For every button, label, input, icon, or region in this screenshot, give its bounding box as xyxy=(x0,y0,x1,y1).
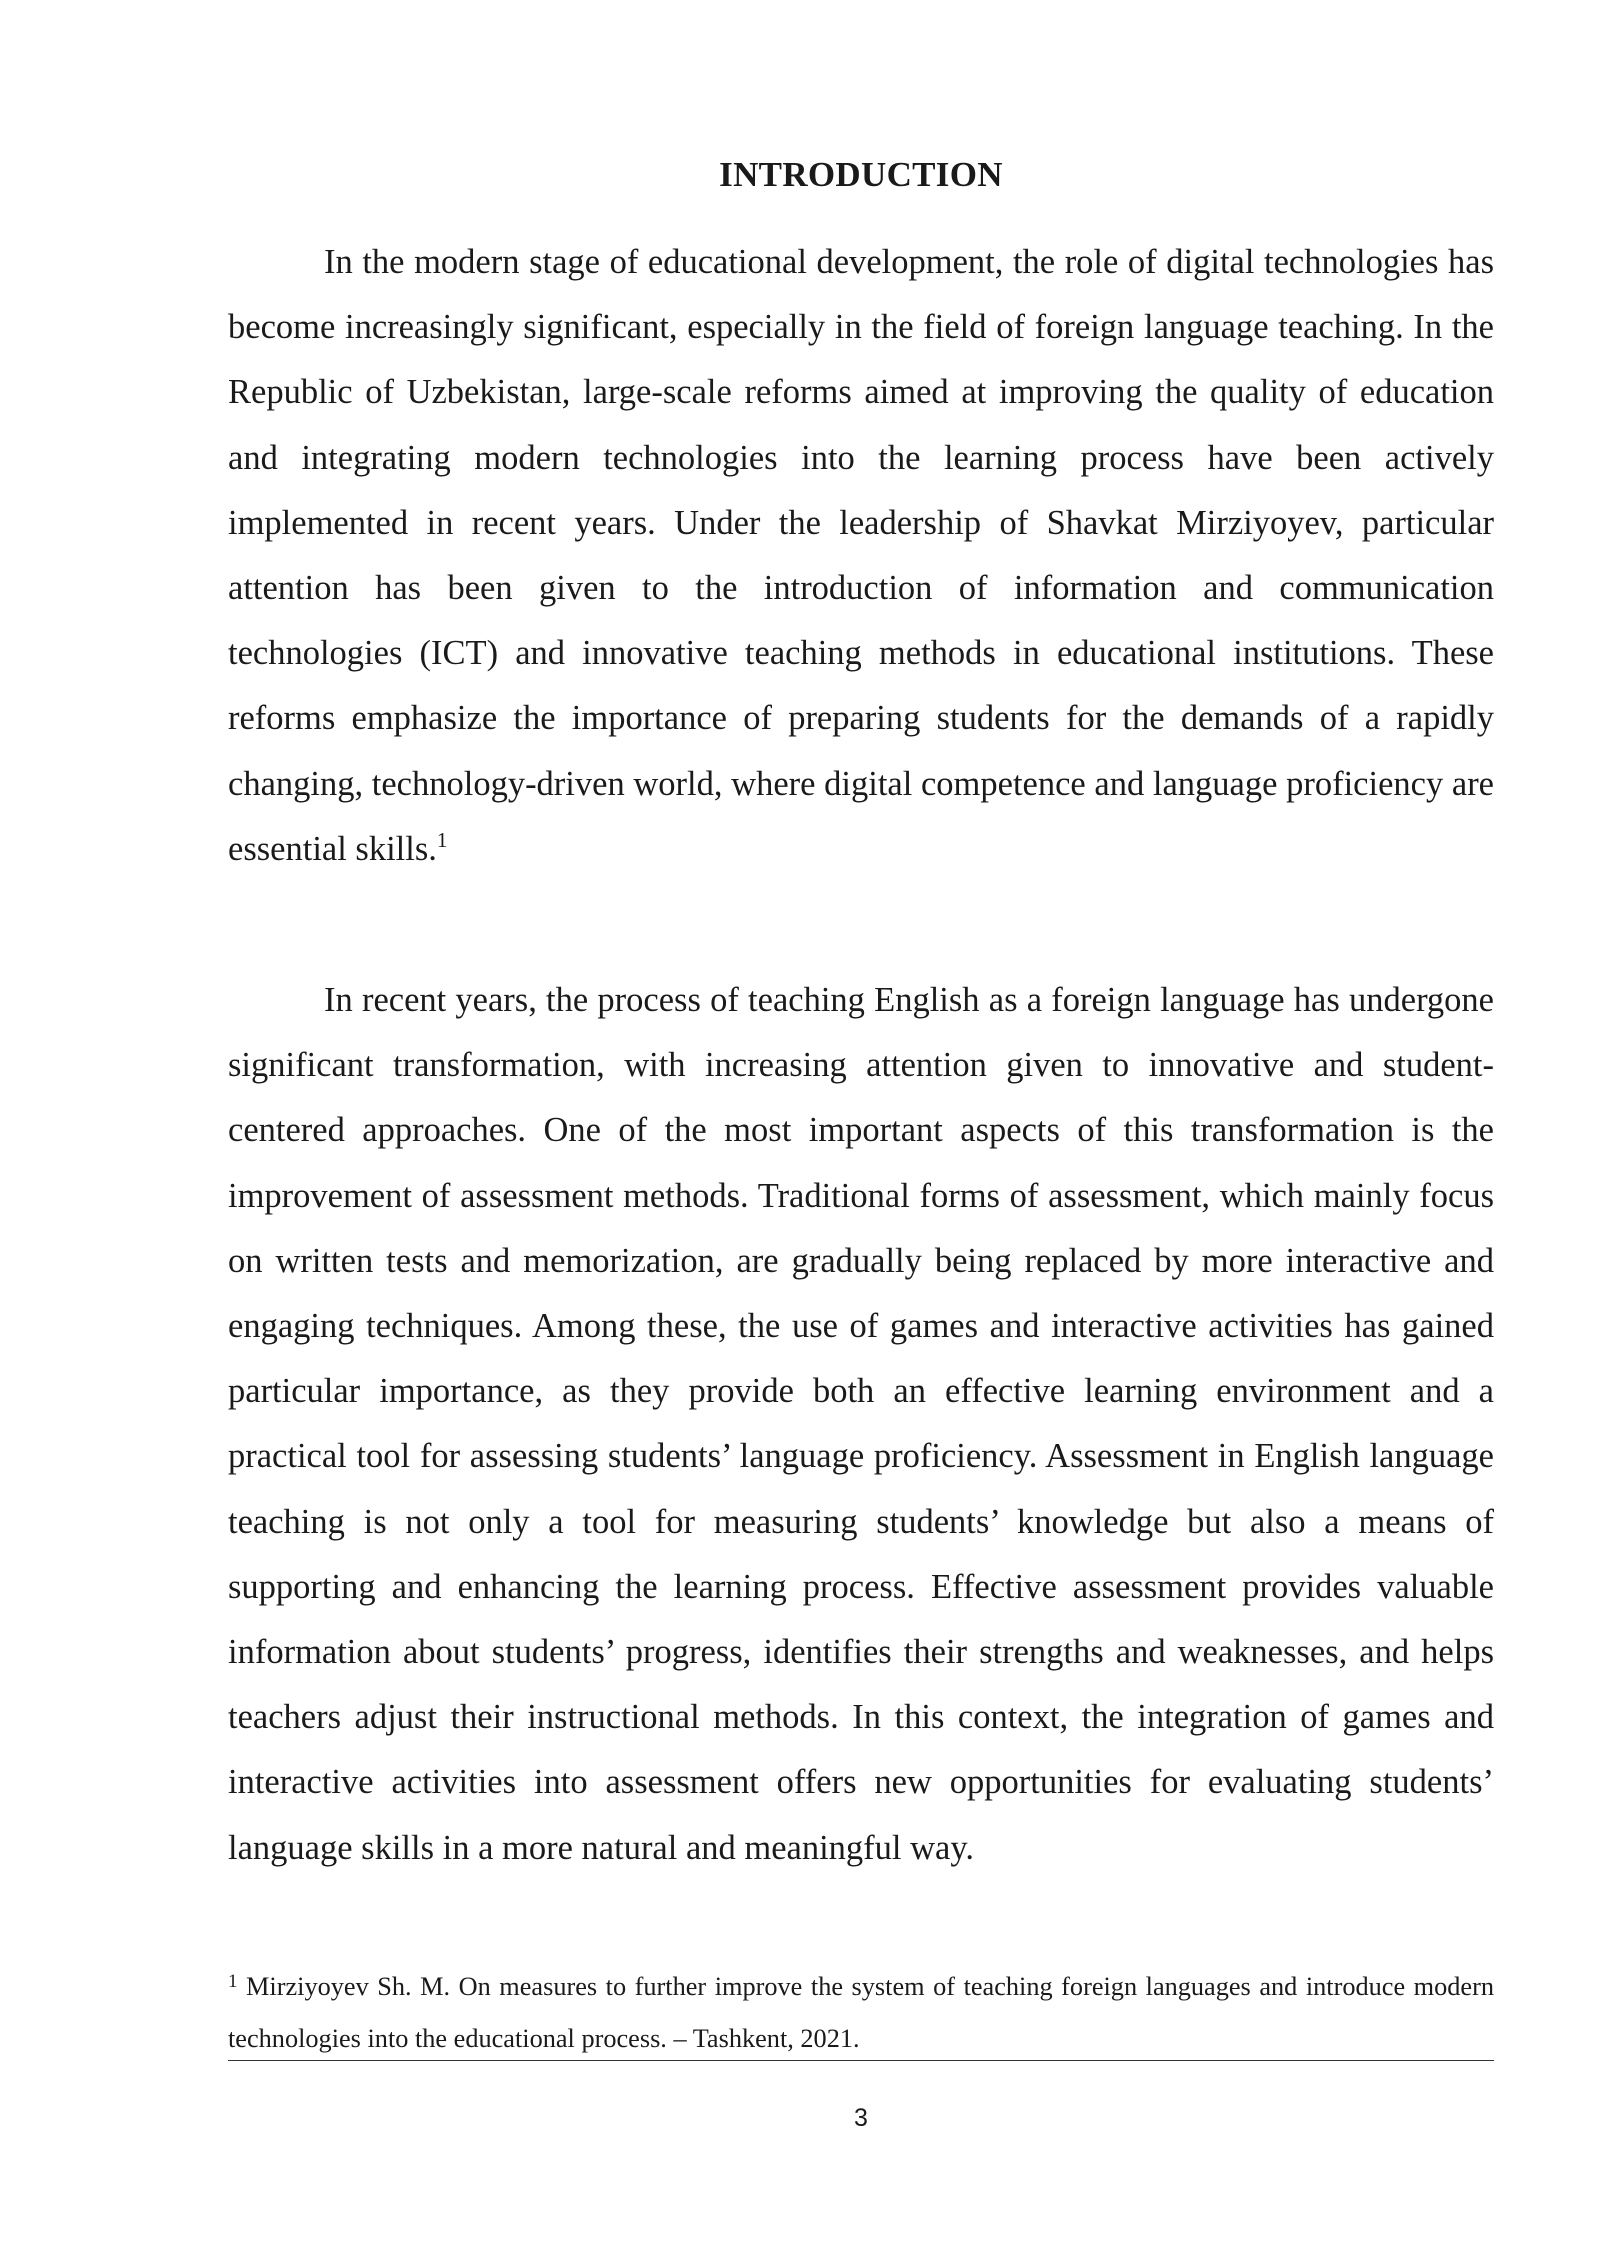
paragraph-1 xyxy=(228,230,1494,882)
footnote-text: Mirziyoyev Sh. M. On measures to further improve the system of teaching foreign languages and introduce modern technologies into the educational process. – Tashkent, 2021. xyxy=(228,1972,1494,2053)
footnote-mark: 1 xyxy=(228,1971,238,1992)
paragraph-2-text: In recent years, the process of teaching English as a foreign language has undergone significant transformation, with increasing attention given to innovative and student-centered approaches. One of the most important aspects of this transformation is the improvement of assessment methods. Traditional forms of assessment, which mainly focus on written tests and memorization, are gradually being replaced by more interactive and engaging techniques. Among these, the use of games and interactive activities has gained particular importance, as they provide both an effective learning environment and a practical tool for assessing students’ language proficiency. Assessment in English language teaching is not only a tool for measuring students’ knowledge but also a means of supporting and enhancing the learning process. Effective assessment provides valuable information about students’ progress, identifies their strengths and weaknesses, and helps teachers adjust their instructional methods. In this context, the integration of games and interactive activities into assessment offers new opportunities for evaluating students’ language skills in a more natural and meaningful way. xyxy=(228,981,1494,1867)
footnote xyxy=(228,1961,1494,2065)
section-heading: INTRODUCTION xyxy=(719,155,1003,194)
footnote-divider xyxy=(228,2060,1494,2061)
paragraph-2 xyxy=(228,968,1494,1881)
page-number: 3 xyxy=(854,2104,868,2132)
paragraph-1-text: In the modern stage of educational development, the role of digital technologies has become increasingly significant, especially in the field of foreign language teaching. In the Republic of Uzbekistan, large-scale reforms aimed at improving the quality of education and integrating modern technologies into the learning process have been actively implemented in recent years. Under the leadership of Shavkat Mirziyoyev, particular attention has been given to the introduction of information and communication technologies (ICT) and innovative teaching methods in educational institutions. These reforms emphasize the importance of preparing students for the demands of a rapidly changing, technology-driven world, where digital competence and language proficiency are essential skills. xyxy=(228,243,1494,868)
footnote-reference[interactable]: 1 xyxy=(436,827,448,852)
